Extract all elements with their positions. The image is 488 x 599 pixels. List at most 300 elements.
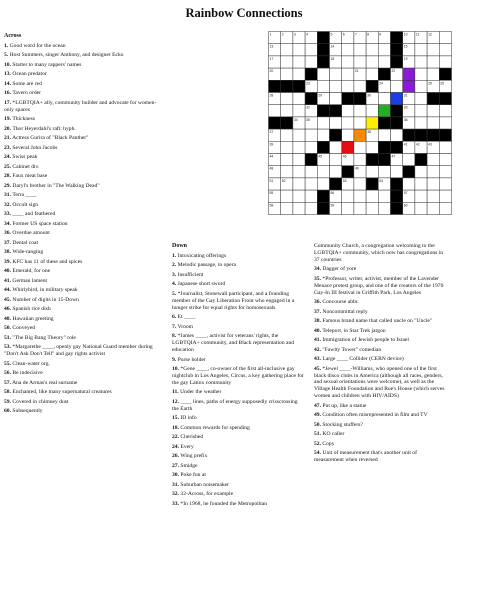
grid-cell[interactable] <box>305 129 317 141</box>
grid-cell[interactable] <box>427 190 439 202</box>
cell-number: 32 <box>306 105 310 110</box>
cell-number: 15 <box>403 44 408 49</box>
grid-cell[interactable] <box>403 154 415 166</box>
clue-text: Large ____ Collider (CERN device) <box>322 356 404 363</box>
cell-number: 48 <box>269 166 274 171</box>
grid-cell[interactable] <box>366 68 378 80</box>
grid-block <box>317 44 329 56</box>
clue-number: 58. <box>4 389 11 396</box>
clue-text: Vroom <box>177 323 194 330</box>
clue-item <box>4 399 166 406</box>
clue-text: Concourse abbr. <box>322 299 359 306</box>
clue-number: 46. <box>4 306 11 313</box>
grid-block <box>439 129 451 141</box>
grid-block <box>293 80 305 92</box>
clue-item <box>4 90 166 97</box>
cell-number: 3 <box>293 32 296 37</box>
grid-cell[interactable] <box>342 117 354 129</box>
clue-item <box>314 412 448 419</box>
clue-number: 27. <box>172 462 179 469</box>
grid-cell[interactable] <box>439 166 451 178</box>
grid-cell[interactable] <box>354 117 366 129</box>
grid-cell[interactable] <box>317 166 329 178</box>
grid-block <box>317 190 329 202</box>
clue-number: 34. <box>314 266 321 273</box>
grid-cell[interactable] <box>305 141 317 153</box>
clue-item <box>314 309 448 316</box>
grid-cell[interactable] <box>366 190 378 202</box>
cell-number: 13 <box>269 44 274 49</box>
clue-text: Daryl's brother in "The Walking Dead" <box>12 182 100 189</box>
grid-block <box>366 178 378 190</box>
clue-item <box>4 154 166 161</box>
clue-text: Melodic passage, in opera <box>177 262 237 269</box>
grid-cell[interactable] <box>366 141 378 153</box>
grid-cell[interactable] <box>415 202 427 214</box>
clue-text: *LGBTQIA+ ally, community builder and advocate for women-only spaces <box>4 99 157 113</box>
clue-item <box>4 230 166 237</box>
clue-text: Community Church, a congregation welcoming to the LGBTQIA+ community, which now has congregations in 37 countries <box>314 243 444 263</box>
clue-item <box>314 276 448 297</box>
clue-number: 48. <box>4 315 11 322</box>
clue-number: 12. <box>172 398 179 405</box>
clue-number: 57. <box>4 379 11 386</box>
grid-cell[interactable] <box>354 190 366 202</box>
grid-cell[interactable] <box>378 129 390 141</box>
clue-item <box>4 361 166 368</box>
grid-cell[interactable] <box>439 190 451 202</box>
grid-cell[interactable] <box>281 166 293 178</box>
clue-item <box>172 281 304 288</box>
clue-text: Subsequently <box>12 408 43 415</box>
grid-cell[interactable] <box>330 117 342 129</box>
grid-cell[interactable] <box>281 68 293 80</box>
grid-cell[interactable] <box>391 166 403 178</box>
grid-block <box>378 141 390 153</box>
clue-item <box>314 403 448 410</box>
grid-block <box>269 117 281 129</box>
clue-text: Wide-ranging <box>12 249 44 256</box>
grid-cell[interactable] <box>281 93 293 105</box>
grid-cell[interactable] <box>281 44 293 56</box>
grid-cell[interactable] <box>342 202 354 214</box>
cell-number: 28 <box>269 93 274 98</box>
clue-text: Stocking stuffers? <box>322 421 363 428</box>
grid-cell[interactable] <box>427 166 439 178</box>
clue-number: 21. <box>4 135 11 142</box>
grid-cell[interactable] <box>269 105 281 117</box>
grid-cell[interactable] <box>281 154 293 166</box>
clue-text: Covered in chimney dust <box>12 398 69 405</box>
clue-item <box>4 240 166 247</box>
clue-item <box>4 211 166 218</box>
clue-text: Common rewards for spending <box>180 424 250 431</box>
clue-item <box>4 380 166 387</box>
clue-item <box>314 347 448 354</box>
grid-cell[interactable] <box>415 166 427 178</box>
grid-cell[interactable] <box>415 56 427 68</box>
clue-number: 11. <box>172 389 179 396</box>
clue-number: 29. <box>4 182 11 189</box>
grid-block <box>330 129 342 141</box>
clue-text: Terra ____ <box>12 192 37 199</box>
grid-cell[interactable] <box>415 80 427 92</box>
clue-number: 42. <box>314 346 321 353</box>
grid-cell[interactable] <box>415 117 427 129</box>
grid-cell[interactable] <box>293 56 305 68</box>
clue-text: Starter to many rappers' names <box>12 61 82 68</box>
clue-item <box>172 333 304 354</box>
grid-cell[interactable] <box>330 154 342 166</box>
grid-cell[interactable] <box>305 56 317 68</box>
clue-text: Under the weather <box>180 389 222 396</box>
grid-cell[interactable] <box>305 190 317 202</box>
grid-cell[interactable] <box>378 202 390 214</box>
cell-number: 38 <box>367 130 371 135</box>
grid-block <box>281 117 293 129</box>
grid-cell-blue[interactable] <box>391 93 403 105</box>
clue-text: Number of digits in 15-Down <box>12 296 79 303</box>
grid-cell[interactable] <box>366 44 378 56</box>
clue-text: Intoxicating offerings <box>177 252 227 259</box>
grid-cell[interactable] <box>293 129 305 141</box>
grid-cell[interactable] <box>281 129 293 141</box>
clue-text: Wing prefix <box>180 453 208 460</box>
grid-cell[interactable] <box>293 166 305 178</box>
grid-cell[interactable] <box>354 56 366 68</box>
cell-number: 19 <box>403 56 408 61</box>
grid-cell[interactable] <box>330 141 342 153</box>
grid-block <box>317 141 329 153</box>
clue-item <box>4 145 166 152</box>
clue-number: 34. <box>4 220 11 227</box>
clue-text: Copy <box>322 440 335 447</box>
clue-text: Swiss peak <box>12 154 38 161</box>
cell-number: 52 <box>281 178 286 183</box>
grid-cell[interactable] <box>439 44 451 56</box>
clue-text: Cherished <box>180 434 204 441</box>
cell-number: 11 <box>415 32 420 37</box>
clue-number: 17. <box>4 99 11 106</box>
clue-item <box>4 278 166 285</box>
grid-cell[interactable] <box>391 80 403 92</box>
clue-number: 15. <box>172 415 179 422</box>
clue-number: 7. <box>172 323 177 330</box>
clue-number: 30. <box>172 472 179 479</box>
grid-cell[interactable] <box>281 56 293 68</box>
grid-cell[interactable] <box>330 93 342 105</box>
grid-cell[interactable] <box>354 202 366 214</box>
grid-cell[interactable] <box>354 154 366 166</box>
grid-cell[interactable] <box>293 202 305 214</box>
grid-cell[interactable] <box>427 154 439 166</box>
grid-cell[interactable] <box>427 178 439 190</box>
clue-text: Actress Gurira of "Black Panther" <box>12 135 89 142</box>
grid-cell[interactable] <box>427 56 439 68</box>
clue-number: 16. <box>4 90 11 97</box>
grid-cell[interactable] <box>342 56 354 68</box>
grid-cell[interactable] <box>415 93 427 105</box>
cell-number: 59 <box>330 203 335 208</box>
clue-number: 1. <box>172 252 177 259</box>
clue-text: Good word for the ocean <box>9 42 66 49</box>
grid-cell[interactable] <box>342 68 354 80</box>
clue-text: Condition often misrepresented in film and TV <box>322 412 428 419</box>
clue-item <box>172 314 304 321</box>
grid-cell[interactable] <box>439 56 451 68</box>
clue-item <box>314 422 448 429</box>
clue-text: Enchanted, like many supernatural creatures <box>12 389 112 396</box>
grid-block <box>427 129 439 141</box>
clue-number: 55. <box>4 360 11 367</box>
cell-number: 39 <box>269 142 274 147</box>
clue-item <box>4 62 166 69</box>
across-heading: Across <box>4 33 22 39</box>
grid-cell[interactable] <box>427 117 439 129</box>
grid-cell[interactable] <box>281 105 293 117</box>
grid-cell[interactable] <box>305 166 317 178</box>
down-clues-column-1 <box>172 243 304 510</box>
grid-cell-orange[interactable] <box>354 129 366 141</box>
grid-cell[interactable] <box>281 141 293 153</box>
cell-number: 24 <box>379 81 384 86</box>
cell-number: 21 <box>354 69 359 74</box>
grid-cell[interactable] <box>281 190 293 202</box>
clue-item <box>314 441 448 448</box>
grid-cell[interactable] <box>415 44 427 56</box>
clue-number: 20. <box>4 125 11 132</box>
clue-number: 40. <box>314 327 321 334</box>
clue-number: 28. <box>4 173 11 180</box>
grid-cell[interactable] <box>439 141 451 153</box>
cell-number: 25 <box>428 81 432 86</box>
clue-number: 10. <box>172 366 179 373</box>
grid-cell[interactable] <box>439 154 451 166</box>
down-clues-column-2 <box>314 243 448 467</box>
grid-block <box>391 202 403 214</box>
clue-item <box>172 425 304 432</box>
clue-number: 41. <box>314 337 321 344</box>
grid-block <box>439 93 451 105</box>
grid-cell-green[interactable] <box>378 105 390 117</box>
clue-item <box>4 316 166 323</box>
grid-cell[interactable] <box>427 68 439 80</box>
grid-cell[interactable] <box>354 105 366 117</box>
grid-cell[interactable] <box>427 44 439 56</box>
clue-item <box>172 262 304 269</box>
clue-item <box>172 501 304 508</box>
grid-cell[interactable] <box>366 166 378 178</box>
clue-number: 5. <box>4 52 9 59</box>
clue-number: 44. <box>4 287 11 294</box>
clue-number: 6. <box>172 314 177 321</box>
cell-number: 31 <box>403 93 408 98</box>
cell-number: 55 <box>269 191 274 196</box>
down-clue-list-1 <box>172 253 304 508</box>
grid-cell[interactable] <box>293 105 305 117</box>
grid-cell[interactable] <box>317 178 329 190</box>
cell-number: 56 <box>330 191 335 196</box>
clue-item <box>314 328 448 335</box>
grid-cell[interactable] <box>293 141 305 153</box>
cell-number: 42 <box>415 142 420 147</box>
grid-block <box>305 68 317 80</box>
clue-number: 3. <box>172 271 177 278</box>
clue-number: 36. <box>4 230 11 237</box>
clue-item <box>172 463 304 470</box>
grid-cell[interactable] <box>415 178 427 190</box>
grid-cell[interactable] <box>293 190 305 202</box>
clue-number: 51. <box>314 431 321 438</box>
cell-number: 10 <box>403 32 408 37</box>
grid-cell[interactable] <box>293 93 305 105</box>
grid-cell[interactable] <box>305 202 317 214</box>
clue-number: 4. <box>172 281 177 288</box>
grid-block <box>415 129 427 141</box>
clue-text: Poke fun at <box>180 472 206 479</box>
grid-cell[interactable] <box>415 105 427 117</box>
grid-cell[interactable] <box>427 202 439 214</box>
cell-number: 45 <box>318 154 323 159</box>
grid-cell[interactable] <box>378 190 390 202</box>
clue-number: 9. <box>172 356 177 363</box>
grid-cell[interactable] <box>330 80 342 92</box>
clue-number: 5. <box>172 290 177 297</box>
clue-item <box>4 135 166 142</box>
clue-item <box>4 43 166 50</box>
clue-item <box>4 173 166 180</box>
clue-text: KFC has 11 of these and spices <box>12 258 83 265</box>
clue-number: 2. <box>172 262 177 269</box>
grid-cell[interactable] <box>378 93 390 105</box>
grid-cell[interactable] <box>439 117 451 129</box>
clue-number: 49. <box>314 412 321 419</box>
grid-cell[interactable] <box>391 129 403 141</box>
clue-number: 18. <box>172 424 179 431</box>
grid-cell[interactable] <box>366 202 378 214</box>
cell-number: 36 <box>403 117 408 122</box>
clue-text: Smidge <box>180 462 198 469</box>
grid-cell[interactable] <box>305 178 317 190</box>
clue-item <box>172 389 304 396</box>
clue-item <box>172 453 304 460</box>
clue-item <box>4 202 166 209</box>
grid-cell[interactable] <box>366 105 378 117</box>
cell-number: 12 <box>428 32 432 37</box>
clue-item <box>4 344 166 358</box>
clue-text: Et ____ <box>177 314 196 321</box>
grid-cell-purple[interactable] <box>403 68 415 80</box>
clue-number: 10. <box>4 61 11 68</box>
grid-block <box>378 68 390 80</box>
clue-number: 40. <box>4 268 11 275</box>
clue-item <box>172 324 304 331</box>
grid-cell[interactable] <box>354 178 366 190</box>
clue-item <box>4 183 166 190</box>
grid-block <box>391 141 403 153</box>
grid-cell[interactable] <box>342 80 354 92</box>
grid-cell[interactable] <box>317 80 329 92</box>
clue-item <box>314 431 448 438</box>
clue-number: 24. <box>172 443 179 450</box>
grid-block <box>317 105 329 117</box>
clue-item <box>4 268 166 275</box>
grid-cell[interactable] <box>354 80 366 92</box>
grid-cell[interactable] <box>439 105 451 117</box>
grid-block <box>403 166 415 178</box>
cell-number: 43 <box>428 142 432 147</box>
clue-text: Thor Heyerdahl's raft: hyph. <box>12 125 76 132</box>
cell-number: 30 <box>367 93 371 98</box>
grid-cell-purple[interactable] <box>403 80 415 92</box>
grid-cell[interactable] <box>293 154 305 166</box>
clue-item <box>172 415 304 422</box>
grid-cell[interactable] <box>439 202 451 214</box>
clue-item <box>4 249 166 256</box>
clue-number: 45. <box>314 365 321 372</box>
grid-cell[interactable] <box>403 178 415 190</box>
grid-cell-yellow[interactable] <box>366 117 378 129</box>
grid-cell[interactable] <box>317 129 329 141</box>
clue-item <box>4 126 166 133</box>
grid-cell[interactable] <box>317 68 329 80</box>
grid-cell[interactable] <box>378 44 390 56</box>
grid-block <box>391 105 403 117</box>
across-clues-column <box>4 33 166 418</box>
grid-cell[interactable] <box>439 178 451 190</box>
grid-cell[interactable] <box>281 202 293 214</box>
grid-cell[interactable] <box>427 105 439 117</box>
grid-cell[interactable] <box>342 44 354 56</box>
clue-item <box>314 356 448 363</box>
grid-cell[interactable] <box>439 32 451 44</box>
grid-cell[interactable] <box>354 141 366 153</box>
grid-cell[interactable] <box>317 117 329 129</box>
grid-cell[interactable] <box>342 190 354 202</box>
grid-block <box>391 56 403 68</box>
grid-cell[interactable] <box>293 44 305 56</box>
grid-cell[interactable] <box>378 166 390 178</box>
clue-text: *Margarethe ____, openly gay National Guard member during "Don't Ask Don't Tell" and gay rights activist <box>4 344 153 358</box>
grid-cell-red[interactable] <box>342 141 354 153</box>
grid-cell[interactable] <box>354 44 366 56</box>
clue-text: Hawaiian greeting <box>12 315 54 322</box>
clue-text: Overdue amount <box>12 230 50 237</box>
grid-cell[interactable] <box>305 44 317 56</box>
clue-item <box>172 253 304 260</box>
grid-block <box>354 93 366 105</box>
cell-number: 34 <box>293 117 298 122</box>
grid-cell[interactable] <box>342 105 354 117</box>
clue-item <box>172 482 304 489</box>
grid-cell[interactable] <box>330 68 342 80</box>
grid-block <box>378 117 390 129</box>
grid-cell[interactable] <box>378 56 390 68</box>
grid-cell[interactable] <box>293 68 305 80</box>
cell-number: 41 <box>403 142 408 147</box>
clue-number: 25. <box>4 163 11 170</box>
grid-cell[interactable] <box>293 178 305 190</box>
clue-text: Insufficient <box>177 271 204 278</box>
grid-cell[interactable] <box>330 166 342 178</box>
grid-cell[interactable] <box>366 56 378 68</box>
grid-cell[interactable] <box>342 129 354 141</box>
grid-cell[interactable] <box>415 190 427 202</box>
cell-number: 8 <box>367 32 369 37</box>
grid-cell[interactable] <box>415 68 427 80</box>
clue-number: 26. <box>172 453 179 460</box>
cell-number: 9 <box>379 32 382 37</box>
